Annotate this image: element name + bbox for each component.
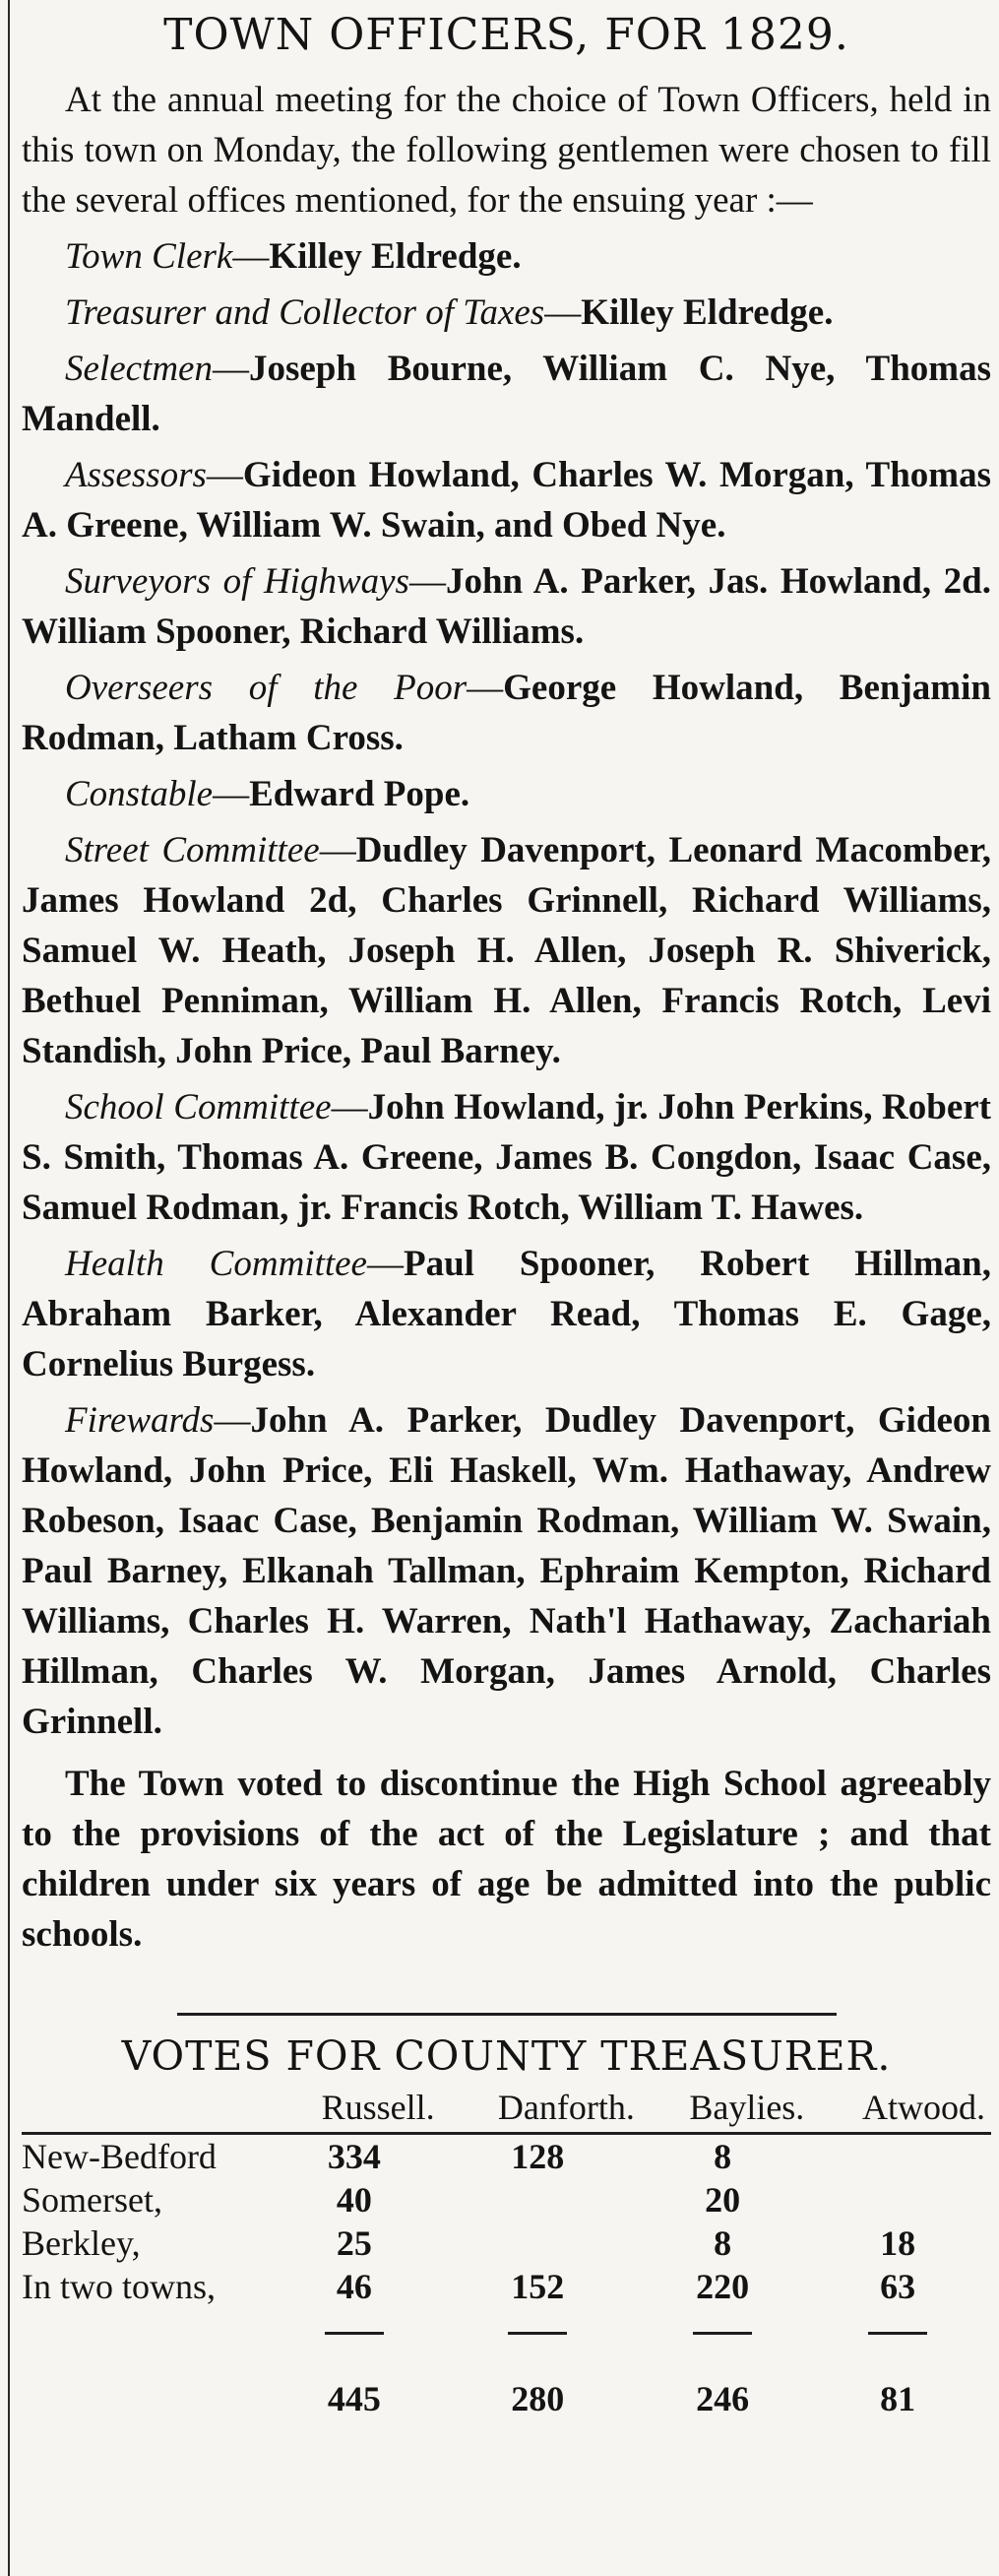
office-entry — [22, 1082, 991, 1233]
office-title: Selectmen — [65, 349, 213, 389]
town-column-header — [22, 2085, 274, 2134]
vote-count: 334 — [327, 2137, 381, 2176]
town-name: In two towns, — [22, 2267, 216, 2306]
office-dash: — — [232, 236, 270, 277]
office-entry — [22, 288, 991, 338]
office-entry — [22, 1395, 991, 1747]
total-rule — [325, 2332, 384, 2335]
office-names: Dudley Davenport, Leonard Macomber, James Howland 2d, Charles Grinnell, Richard Williams, Samuel W. Heath, Joseph H. Allen, Joseph R. Shiverick, Bethuel Penniman, William H. Allen, Francis Rotch, Levi Standish, John Price, Paul Barney. — [22, 830, 992, 1071]
office-entry — [22, 769, 991, 819]
vote-count: 40 — [336, 2180, 372, 2220]
office-title: Overseers of the Poor — [65, 668, 468, 708]
vote-count — [810, 2134, 991, 2179]
total-rule — [693, 2332, 752, 2335]
office-dash: — — [544, 292, 582, 333]
column-rule — [8, 0, 10, 2576]
office-names: John Howland, jr. John Perkins, Robert S. Smith, Thomas A. Greene, James B. Congdon, Isaac Case, Samuel Rodman, jr. Francis Rotch, William T. Hawes. — [22, 1087, 991, 1228]
office-title: Constable — [65, 774, 214, 814]
vote-count: 46 — [336, 2267, 372, 2306]
table-row — [22, 2134, 991, 2179]
office-title: Firewards — [65, 1400, 215, 1441]
office-entry — [22, 825, 991, 1076]
section-divider — [177, 2013, 837, 2016]
vote-total: 445 — [327, 2379, 381, 2418]
office-names: John A. Parker, Jas. Howland, 2d. William Spooner, Richard Williams. — [22, 561, 992, 652]
office-names: George Howland, Benjamin Rodman, Latham Cross. — [22, 668, 991, 758]
office-entry — [22, 663, 991, 763]
office-names: Gideon Howland, Charles W. Morgan, Thomas A. Greene, William W. Swain, and Obed Nye. — [22, 455, 991, 546]
office-dash: — — [366, 1244, 404, 1284]
town-name: Berkley, — [22, 2223, 141, 2263]
candidate-header: Baylies. — [641, 2085, 810, 2134]
office-entry — [22, 1239, 991, 1389]
candidate-header: Danforth. — [441, 2085, 641, 2134]
office-title: Assessors — [65, 455, 207, 495]
votes-title: VOTES FOR COUNTY TREASURER. — [121, 2032, 892, 2080]
vote-count: 8 — [714, 2223, 732, 2263]
total-rule — [868, 2332, 927, 2335]
totals-rule-row — [22, 2308, 991, 2351]
office-names: Edward Pope. — [249, 774, 470, 814]
office-dash: — — [319, 830, 356, 870]
office-names: Killey Eldredge. — [581, 292, 834, 333]
office-dash: — — [213, 774, 250, 814]
vote-count: 128 — [511, 2137, 565, 2176]
closing-paragraph: The Town voted to discontinue the High School agreeably to the provisions of the act of the Legislature ; and that children under six years of age be admitted into the public schools. — [22, 1764, 991, 1955]
vote-count: 8 — [714, 2137, 732, 2176]
office-dash: — — [206, 455, 243, 495]
offices-list — [22, 231, 991, 1747]
totals-row — [22, 2351, 991, 2420]
town-name: Somerset, — [22, 2180, 162, 2220]
office-entry — [22, 231, 991, 282]
table-row — [22, 2178, 991, 2222]
votes-body — [22, 2134, 991, 2421]
vote-count — [441, 2222, 641, 2265]
intro-paragraph: At the annual meeting for the choice of Town Officers, held in this town on Monday, the following gentlemen were chosen to fill the several offices mentioned, for the ensuing year :— — [22, 80, 991, 221]
vote-count: 152 — [511, 2267, 565, 2306]
office-dash: — — [467, 668, 504, 708]
votes-header-row — [22, 2085, 991, 2134]
office-entry — [22, 344, 991, 444]
headline: TOWN OFFICERS, FOR 1829. — [163, 10, 849, 60]
office-entry — [22, 556, 991, 657]
vote-count: 63 — [880, 2267, 916, 2306]
town-name: New-Bedford — [22, 2137, 217, 2176]
votes-table — [22, 2085, 991, 2420]
table-row — [22, 2222, 991, 2265]
total-rule — [508, 2332, 567, 2335]
candidate-header: Atwood. — [810, 2085, 991, 2134]
vote-count: 20 — [705, 2180, 741, 2220]
vote-total: 280 — [511, 2379, 565, 2418]
office-names: Paul Spooner, Robert Hillman, Abraham Barker, Alexander Read, Thomas E. Gage, Cornelius Burgess. — [22, 1244, 992, 1385]
vote-count: 25 — [336, 2223, 372, 2263]
article-column — [22, 10, 991, 2420]
vote-count: 220 — [696, 2267, 750, 2306]
vote-total: 81 — [880, 2379, 916, 2418]
office-title: Surveyors of Highways — [65, 561, 409, 602]
office-title: Treasurer and Collector of Taxes — [65, 292, 545, 333]
office-names: Killey Eldredge. — [269, 236, 522, 277]
office-names: Joseph Bourne, William C. Nye, Thomas Mandell. — [22, 349, 991, 439]
office-title: Health Committee — [65, 1244, 367, 1284]
office-dash: — — [212, 349, 249, 389]
office-title: Town Clerk — [65, 236, 233, 277]
vote-count — [441, 2178, 641, 2222]
office-title: Street Committee — [65, 830, 320, 870]
office-dash: — — [214, 1400, 251, 1441]
vote-count: 18 — [880, 2223, 916, 2263]
office-title: School Committee — [65, 1087, 332, 1127]
vote-count — [810, 2178, 991, 2222]
table-row — [22, 2265, 991, 2308]
office-entry — [22, 450, 991, 550]
office-names: John A. Parker, Dudley Davenport, Gideon Howland, John Price, Eli Haskell, Wm. Hathaway, Andrew Robeson, Isaac Case, Benjamin Rodman, William W. Swain, Paul Barney, Elkanah Tallman, Ephraim Kempton, Richard Williams, Charles H. Warren, Nath'l Hathaway, Zachariah Hillman, Charles W. Morgan, James Arnold, Charles Grinnell. — [22, 1400, 991, 1742]
vote-total: 246 — [696, 2379, 750, 2418]
office-dash: — — [331, 1087, 368, 1127]
candidate-header: Russell. — [274, 2085, 441, 2134]
office-dash: — — [408, 561, 446, 602]
